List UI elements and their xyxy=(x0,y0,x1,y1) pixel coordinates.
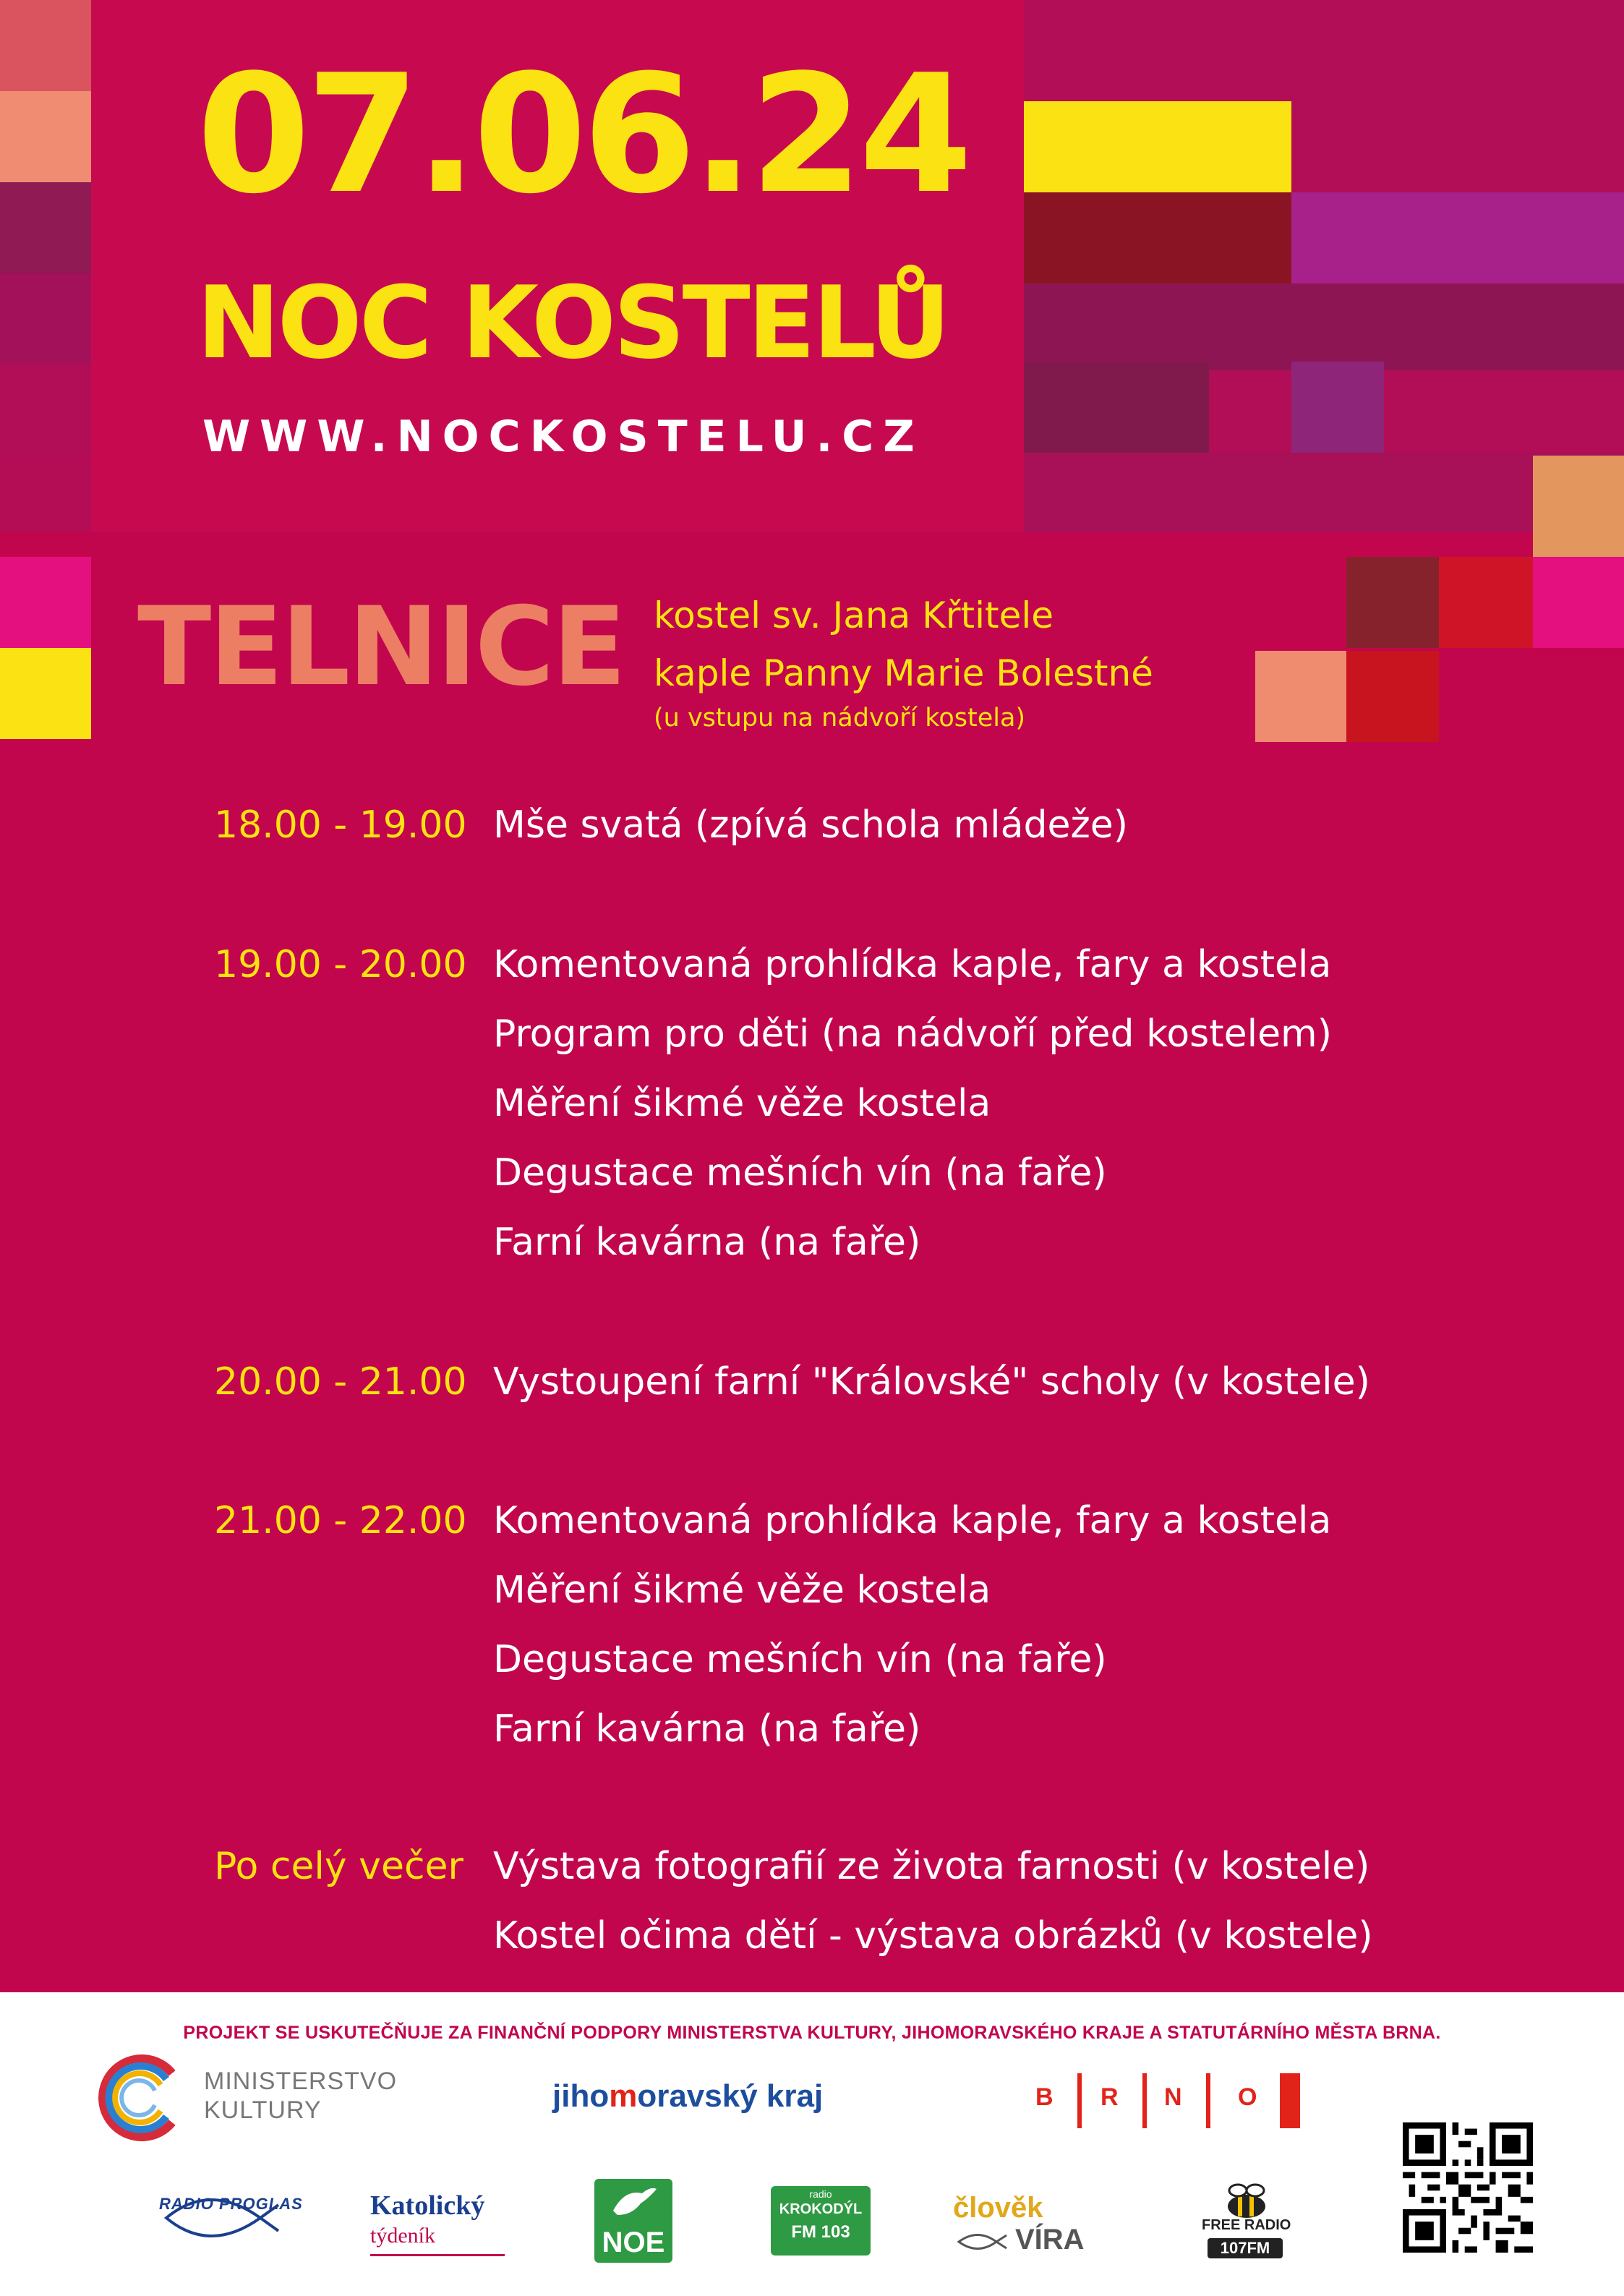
vira-text: VÍRA xyxy=(1015,2224,1085,2256)
time-slot: 20.00 - 21.00 xyxy=(214,1360,467,1404)
brno-letter: R xyxy=(1101,2083,1119,2111)
website-link[interactable]: WWW.NOCKOSTELU.CZ xyxy=(202,411,924,462)
krokodyl-freq: FM 103 xyxy=(791,2222,850,2242)
event-date: 07.06.24 xyxy=(197,40,969,230)
brno-letter: N xyxy=(1164,2083,1182,2111)
time-slot: Po celý večer xyxy=(214,1845,463,1888)
clovek-text: člověk xyxy=(953,2192,1043,2224)
krokodyl-top: radio xyxy=(809,2188,832,2200)
katolicky-line1: Katolický xyxy=(370,2190,485,2221)
event-title: NOC KOSTELŮ xyxy=(197,265,949,381)
fish-icon xyxy=(956,2232,1009,2251)
proglas-text: RADIO PROGLAS xyxy=(159,2195,303,2213)
ministry-c-icon xyxy=(91,2049,189,2147)
activity-item: Vystoupení farní "Královské" scholy (v kostele) xyxy=(493,1360,1370,1404)
noe-text: NOE xyxy=(602,2227,665,2258)
time-slot: 19.00 - 20.00 xyxy=(214,943,467,986)
support-statement: PROJEKT SE USKUTEČŇUJE ZA FINANČNÍ PODPORY MINISTERSTVA KULTURY, JIHOMORAVSKÉHO KRAJE A STATUTÁRNÍHO MĚSTA BRNA. xyxy=(183,2023,1441,2043)
activity-item: Komentovaná prohlídka kaple, fary a kostela xyxy=(493,943,1332,986)
activity-item: Kostel očima dětí - výstava obrázků (v kostele) xyxy=(493,1914,1373,1958)
chapel-name: kaple Panny Marie Bolestné xyxy=(654,652,1153,694)
activity-item: Měření šikmé věže kostela xyxy=(493,1569,991,1612)
katolicky-line2: týdeník xyxy=(370,2224,435,2248)
time-slot: 18.00 - 19.00 xyxy=(214,803,467,847)
ministry-line2: KULTURY xyxy=(204,2096,322,2124)
town-name: TELNICE xyxy=(137,584,625,710)
activity-item: Měření šikmé věže kostela xyxy=(493,1082,991,1125)
chapel-note: (u vstupu na nádvoří kostela) xyxy=(654,704,1026,733)
free-radio-text: FREE RADIO xyxy=(1202,2217,1291,2233)
brno-letter: O xyxy=(1238,2083,1257,2111)
region-logo: jihomoravský kraj xyxy=(552,2078,824,2114)
activity-item: Mše svatá (zpívá schola mládeže) xyxy=(493,803,1129,847)
activity-item: Program pro děti (na nádvoří před kostelem) xyxy=(493,1012,1332,1056)
sponsors-footer xyxy=(0,1992,1624,2296)
activity-item: Farní kavárna (na faře) xyxy=(493,1707,921,1751)
dove-icon xyxy=(607,2182,659,2225)
activity-item: Komentovaná prohlídka kaple, fary a kostela xyxy=(493,1499,1332,1542)
activity-item: Výstava fotografií ze života farnosti (v kostele) xyxy=(493,1845,1370,1888)
activity-item: Degustace mešních vín (na faře) xyxy=(493,1151,1107,1195)
brno-letter: B xyxy=(1035,2083,1054,2111)
activity-item: Farní kavárna (na faře) xyxy=(493,1221,921,1264)
free-radio-freq: 107FM xyxy=(1220,2239,1270,2257)
qr-code[interactable] xyxy=(1403,2122,1533,2253)
time-slot: 21.00 - 22.00 xyxy=(214,1499,467,1542)
krokodyl-name: KROKODÝL xyxy=(779,2201,863,2217)
church-name: kostel sv. Jana Křtitele xyxy=(654,594,1054,636)
ministry-line1: MINISTERSTVO xyxy=(204,2067,398,2095)
activity-item: Degustace mešních vín (na faře) xyxy=(493,1638,1107,1681)
